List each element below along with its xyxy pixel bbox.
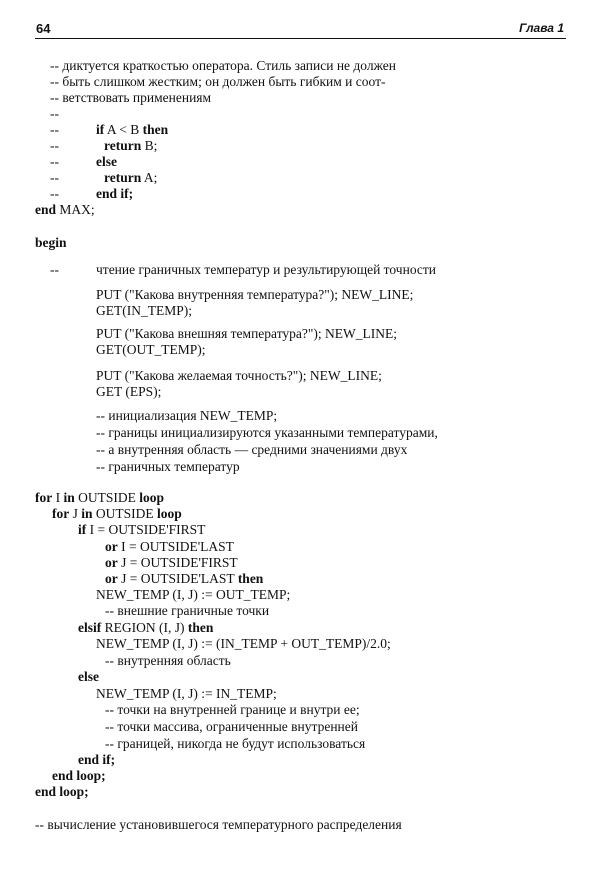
code-comment-dash: -- xyxy=(50,262,59,277)
keyword: else xyxy=(96,154,117,169)
code-comment-line: -- быть слишком жестким; он должен быть гибким и соот- xyxy=(50,74,386,89)
keyword: return xyxy=(104,138,142,153)
keyword: then xyxy=(142,122,169,137)
code-line xyxy=(35,490,164,506)
code-comment-line: -- вычисление установившегося температурного распределения xyxy=(35,817,402,832)
keyword: elsif xyxy=(78,620,102,635)
keyword-begin: begin xyxy=(35,235,67,250)
code-comment-line: -- точки массива, ограниченные внутренней xyxy=(105,719,358,734)
code-line: GET (EPS); xyxy=(96,384,162,399)
code-comment-dash: -- xyxy=(50,170,59,185)
code-comment-line: -- границы инициализируются указанными температурами, xyxy=(96,425,438,440)
code-text: I = OUTSIDE'FIRST xyxy=(86,522,206,537)
code-text: A < B xyxy=(104,122,143,137)
code-text: MAX; xyxy=(56,202,95,217)
code-comment-dash: -- xyxy=(50,154,59,169)
keyword: if xyxy=(78,522,87,537)
code-line xyxy=(104,138,157,154)
keyword: end xyxy=(35,202,57,217)
code-text: J xyxy=(69,506,82,521)
code-line xyxy=(78,522,205,538)
code-comment-line: -- xyxy=(50,106,59,121)
keyword: loop xyxy=(157,506,182,521)
code-comment-line: чтение граничных температур и результирующей точности xyxy=(96,262,437,277)
code-comment-line: -- внешние граничные точки xyxy=(105,603,270,618)
keyword: in xyxy=(63,490,75,505)
code-text: A; xyxy=(141,170,158,185)
keyword: then xyxy=(187,620,214,635)
code-comment-line: -- а внутренняя область — средними значениями двух xyxy=(96,442,408,457)
code-comment-line: -- внутренняя область xyxy=(105,653,231,668)
keyword: or xyxy=(105,555,118,570)
code-text: OUTSIDE xyxy=(92,506,158,521)
keyword: or xyxy=(105,571,118,586)
code-line: NEW_TEMP (I, J) := (IN_TEMP + OUT_TEMP)/2.0; xyxy=(96,636,391,651)
code-text: OUTSIDE xyxy=(74,490,140,505)
keyword: if xyxy=(96,122,105,137)
code-text: J = OUTSIDE'LAST xyxy=(117,571,238,586)
code-comment-line: -- граничных температур xyxy=(96,459,240,474)
code-text: J = OUTSIDE'FIRST xyxy=(117,555,238,570)
header-rule xyxy=(35,38,566,39)
code-line: PUT ("Какова внешняя температура?"); NEW_LINE; xyxy=(96,326,398,341)
keyword-end-loop: end loop; xyxy=(35,784,89,799)
keyword: return xyxy=(104,170,142,185)
keyword: in xyxy=(81,506,93,521)
code-line xyxy=(52,506,182,522)
code-text: I = OUTSIDE'LAST xyxy=(117,539,234,554)
keyword: end if; xyxy=(96,186,134,201)
code-line xyxy=(96,122,168,138)
code-comment-line: -- диктуется краткостью оператора. Стиль записи не должен xyxy=(50,58,396,73)
keyword-else: else xyxy=(78,669,99,684)
code-comment-dash: -- xyxy=(50,186,59,201)
code-comment-line: -- границей, никогда не будут использоваться xyxy=(105,736,366,751)
code-line xyxy=(78,620,213,636)
code-text: REGION (I, J) xyxy=(101,620,188,635)
code-comment-line: -- точки на внутренней границе и внутри ее; xyxy=(105,702,360,717)
code-comment-dash: -- xyxy=(50,138,59,153)
code-line xyxy=(105,555,238,571)
keyword: for xyxy=(35,490,53,505)
code-line xyxy=(105,539,234,555)
code-comment-line: -- ветствовать применениям xyxy=(50,90,212,105)
code-line: NEW_TEMP (I, J) := OUT_TEMP; xyxy=(96,587,291,602)
keyword: or xyxy=(105,539,118,554)
keyword: loop xyxy=(139,490,165,505)
keyword: then xyxy=(237,571,264,586)
code-line xyxy=(104,170,157,186)
keyword-end-if: end if; xyxy=(78,752,116,767)
code-comment-dash: -- xyxy=(50,122,59,137)
code-line xyxy=(96,186,133,202)
code-line: GET(OUT_TEMP); xyxy=(96,342,206,357)
code-text: B; xyxy=(141,138,158,153)
code-line: PUT ("Какова внутренняя температура?"); NEW_LINE; xyxy=(96,287,414,302)
page-number: 64 xyxy=(36,21,51,36)
code-line: PUT ("Какова желаемая точность?"); NEW_LINE; xyxy=(96,368,382,383)
keyword: for xyxy=(52,506,70,521)
keyword-end-loop: end loop; xyxy=(52,768,106,783)
code-text: I xyxy=(52,490,64,505)
code-comment-line: -- инициализация NEW_TEMP; xyxy=(96,408,278,423)
code-line xyxy=(105,571,263,587)
code-line: NEW_TEMP (I, J) := IN_TEMP; xyxy=(96,686,277,701)
code-line: GET(IN_TEMP); xyxy=(96,303,192,318)
code-line xyxy=(96,154,117,170)
chapter-title: Глава 1 xyxy=(519,21,564,35)
code-line xyxy=(35,202,95,218)
